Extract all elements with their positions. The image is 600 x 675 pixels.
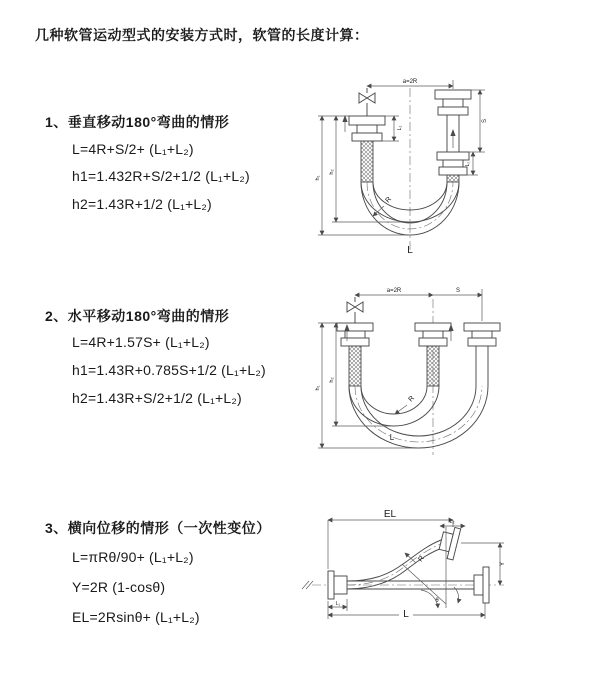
section-3-heading: 3、横向位移的情形（一次性变位） — [45, 520, 271, 536]
d1-left-flange — [349, 116, 385, 141]
d2-valve-icon — [347, 297, 363, 323]
d2-right-pipe — [476, 346, 488, 386]
d1-label-h1: h₁ — [315, 175, 321, 181]
d1-label-r: R — [384, 195, 393, 205]
d3-hose-s-curve — [347, 540, 445, 589]
d1-right-braided-hose — [447, 175, 459, 182]
section-1-formula-L: L=4R+S/2+ (L₁+L₂) — [72, 141, 194, 157]
d1-label-l2: L₂ — [465, 161, 471, 167]
diagram-horizontal-180-bend — [312, 283, 568, 461]
d2-label-h1: h₁ — [315, 385, 321, 391]
section-1-heading: 1、垂直移动180°弯曲的情形 — [45, 114, 230, 130]
d1-label-s: S — [482, 118, 488, 124]
d1-left-braided-hose — [361, 141, 373, 182]
d2-label-h2: h₂ — [329, 377, 335, 383]
diagram-vertical-180-bend — [312, 70, 558, 262]
d3-right-flange — [474, 567, 489, 603]
d1-dim-s — [469, 90, 488, 152]
d1-valve-icon — [359, 88, 375, 116]
d3-left-flange — [328, 571, 347, 599]
d1-label-a2r: a=2R — [402, 79, 418, 85]
d2-hose-bend-arcs — [349, 386, 488, 448]
section-2-heading: 2、水平移动180°弯曲的情形 — [45, 308, 230, 324]
d1-right-flange-top — [435, 90, 471, 115]
section-2-formula-L: L=4R+1.57S+ (L₁+L₂) — [72, 334, 210, 350]
d2-middle-braided-hose — [427, 346, 439, 386]
page-title: 几种软管运动型式的安装方式时，软管的长度计算： — [35, 27, 369, 43]
d1-motion-arrow-right — [450, 129, 455, 148]
d1-dim-a2r — [367, 79, 453, 89]
d3-label-l2: L₂ — [449, 519, 455, 525]
section-3-formula-EL: EL=2Rsinθ+ (L₁+L₂) — [72, 609, 200, 625]
d2-label-r: R — [407, 394, 416, 404]
d1-label-h2: h₂ — [329, 169, 335, 175]
d3-displaced-flange — [437, 525, 460, 560]
d2-right-flange — [464, 323, 500, 346]
d2-label-a2r: a=2R — [386, 288, 402, 294]
diagram-lateral-displacement — [298, 503, 580, 651]
d2-middle-flange — [415, 323, 451, 346]
d1-motion-arrow-left — [342, 115, 347, 132]
d2-radius-callout — [395, 395, 416, 414]
section-1-formula-h1: h1=1.432R+S/2+1/2 (L₁+L₂) — [72, 168, 250, 184]
d1-label-l: L — [407, 245, 413, 256]
d3-dim-el — [328, 509, 453, 569]
section-3-formula-L: L=πRθ/90+ (L₁+L₂) — [72, 549, 194, 565]
d2-label-l: L — [389, 433, 395, 442]
section-1-formula-h2: h2=1.43R+1/2 (L₁+L₂) — [72, 196, 212, 212]
d3-label-theta: θ — [435, 598, 439, 604]
d3-label-l: L — [403, 609, 409, 620]
d2-left-flange — [337, 323, 373, 346]
d1-label-l1: L₁ — [397, 125, 403, 131]
d3-dim-l — [328, 601, 485, 620]
section-2-formula-h1: h1=1.43R+0.785S+1/2 (L₁+L₂) — [72, 362, 266, 378]
d3-label-el: EL — [383, 509, 397, 520]
d3-dim-l1 — [328, 599, 347, 611]
d3-label-y: Y — [499, 561, 506, 567]
d2-left-braided-hose — [349, 346, 361, 386]
section-3-formula-Y: Y=2R (1-cosθ) — [72, 579, 166, 595]
section-2-formula-h2: h2=1.43R+S/2+1/2 (L₁+L₂) — [72, 390, 242, 406]
d2-dim-s — [433, 288, 482, 321]
d3-label-r: R — [417, 554, 426, 564]
d2-dim-a2r — [355, 288, 433, 295]
d3-label-l1: L₁ — [335, 601, 341, 607]
d2-label-s: S — [455, 288, 461, 294]
